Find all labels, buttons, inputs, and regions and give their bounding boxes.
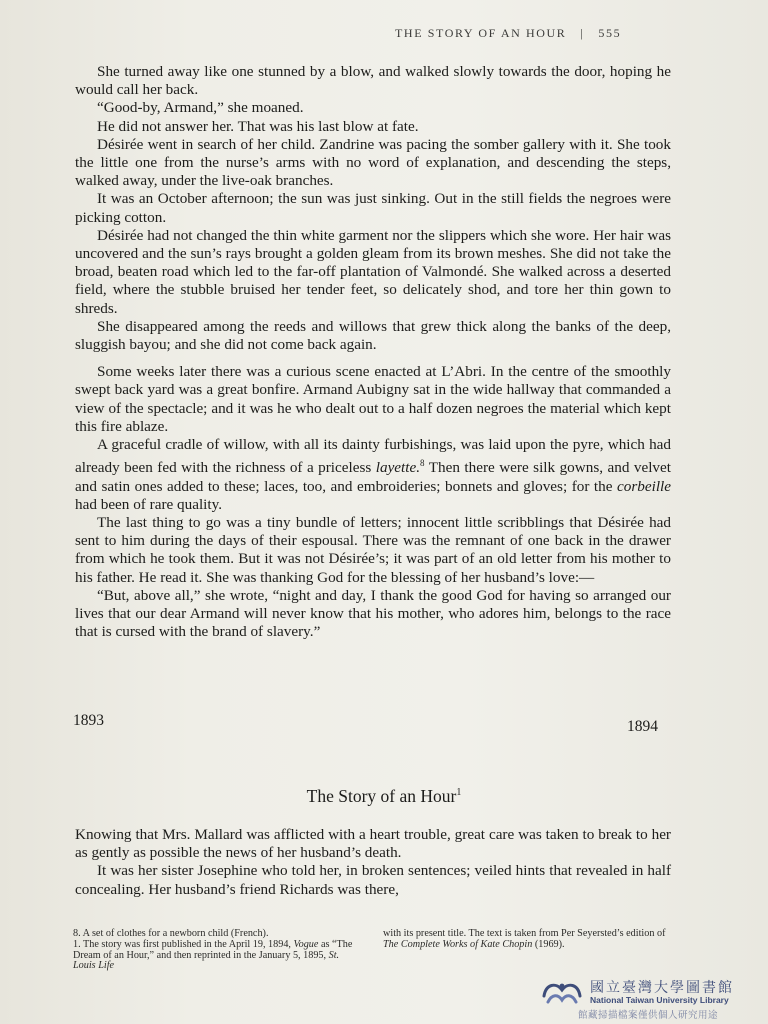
footnote-ref: 1 <box>456 787 462 799</box>
paragraph: She disappeared among the reeds and willows that grew thick along the banks of the deep, sluggish bayou; and she did not come back again. <box>75 317 671 354</box>
paragraph: He did not answer her. That was his last blow at fate. <box>97 117 419 135</box>
paragraph: Knowing that Mrs. Mallard was afflicted with a heart trouble, great care was taken to break to her as gently as possible the news of her husband’s death. <box>75 826 671 862</box>
footnote-1: 1. The story was first published in the April 19, 1894, Vogue as “The Dream of an Hour,” and then reprinted in the January 5, 1895, St. Louis Life <box>73 938 353 972</box>
footnote-8: 8. A set of clothes for a newborn child (French). <box>73 928 269 939</box>
paragraph: “Good-by, Armand,” she moaned. <box>97 99 304 117</box>
footnotes-left <box>73 929 358 972</box>
paragraph: The last thing to go was a tiny bundle of letters; innocent little scribblings that Désirée had sent to him during the days of their espousal. There was the remnant of one back in the drawer from which he took them. But it was not Désirée’s; it was part of an old letter from his mother to his father. He read it. She was thanking God for the blessing of her husband’s love:— <box>75 513 671 586</box>
composition-date: 1893 <box>73 712 104 729</box>
story-title: The Story of an Hour$^1$ <box>306 786 462 806</box>
running-head-title: THE STORY OF AN HOUR <box>395 26 567 40</box>
usage-notice: 館藏掃描檔案僅供個人研究用途 <box>578 1010 719 1021</box>
running-head <box>395 26 621 41</box>
footnote-1-continued: with its present title. The text is taken from Per Seyersted’s edition of The Complete Works of Kate Chopin (1969). <box>383 928 666 950</box>
story-opening-text <box>75 826 671 899</box>
previous-story-text <box>75 63 671 641</box>
library-watermark <box>540 976 762 1020</box>
footnotes-right <box>383 929 673 951</box>
paragraph-cradle: A graceful cradle of willow, with all its dainty furbishings, was laid upon the pyre, which had already been fed with the richness of a priceless layette.$^8$ Then there were silk gowns, and velvet and satin ones added to these; laces, too, and embroideries; bonnets and gloves; for the corbeille had been of rare quality. <box>75 436 671 513</box>
paragraph: It was her sister Josephine who told her, in broken sentences; veiled hints that revealed in half concealing. Her husband’s friend Richards was there, <box>75 862 671 898</box>
paragraph: “But, above all,” she wrote, “night and day, I thank the good God for having so arranged our lives that our dear Armand will never know that his mother, who adores him, belongs to the race that is cursed with the brand of slavery.” <box>75 586 671 641</box>
paragraph: Désirée went in search of her child. Zandrine was pacing the somber gallery with it. She took the little one from the nurse’s arms with no word of explanation, and descending the steps, walked away, under the live-oak branches. <box>75 135 671 190</box>
footnote-ref: 8 <box>420 458 425 469</box>
library-name-chinese: 國立臺灣大學圖書館 <box>590 980 734 996</box>
running-head-separator: | <box>580 26 585 40</box>
paragraph: Désirée had not changed the thin white garment nor the slippers which she wore. Her hair was uncovered and the sun’s rays brought a golden gleam from its brown meshes. She did not take the broad, beaten road which led to the far-off plantation of Valmondé. She walked across a deserted field, where the stubble bruised her tender feet, so delicately shod, and tore her thin gown to shreds. <box>75 226 671 317</box>
library-name-english: National Taiwan University Library <box>590 995 729 1005</box>
paragraph: She turned away like one stunned by a blow, and walked slowly towards the door, hoping he would call her back. <box>75 63 671 99</box>
paragraph: It was an October afternoon; the sun was just sinking. Out in the still fields the negroes were picking cotton. <box>75 190 671 226</box>
page-number: 555 <box>598 26 622 40</box>
library-logo-icon <box>540 978 584 1008</box>
paragraph: Some weeks later there was a curious scene enacted at L’Abri. In the centre of the smoothly swept back yard was a great bonfire. Armand Aubigny sat in the wide hallway that commanded a view of the spectacle; and it was he who dealt out to a half dozen negroes the material which kept this fire ablaze. <box>75 363 671 435</box>
publication-date: 1894 <box>627 718 658 735</box>
